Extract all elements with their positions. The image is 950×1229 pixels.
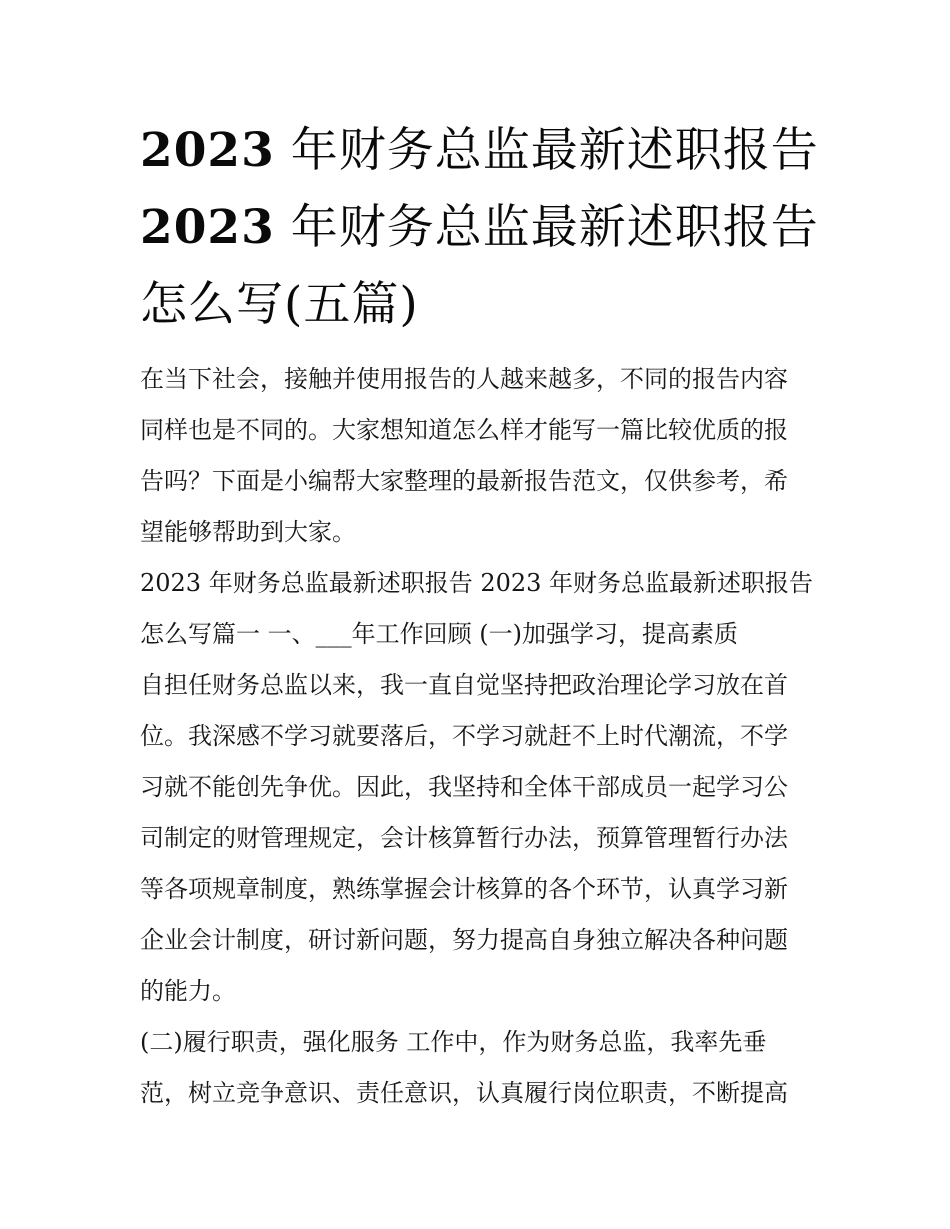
title-year-1: 2023 [140, 123, 275, 178]
title-year-2: 2023 [140, 200, 275, 255]
section-line: 2023 年财务总监最新述职报告 2023 年财务总监最新述职报告 [140, 569, 814, 597]
title-line-3: 怎么写(五篇) [140, 277, 419, 332]
intro-line: 同样也是不同的。大家想知道怎么样才能写一篇比较优质的报 [140, 416, 788, 444]
section-line: 习就不能创先争优。因此，我坚持和全体干部成员一起学习公 [140, 773, 788, 801]
section-line: 司制定的财管理规定，会计核算暂行办法，预算管理暂行办法 [140, 824, 788, 852]
section-line: 企业会计制度，研讨新问题，努力提高自身独立解决各种问题 [140, 926, 788, 954]
intro-line: 在当下社会，接触并使用报告的人越来越多，不同的报告内容 [140, 365, 788, 393]
section-line: 等各项规章制度，熟练掌握会计核算的各个环节，认真学习新 [140, 875, 788, 903]
section-line: 的能力。 [140, 977, 236, 1005]
title-line-2 [140, 189, 820, 266]
document-title [140, 112, 820, 343]
section-line: 位。我深感不学习就要落后，不学习就赶不上时代潮流，不学 [140, 722, 788, 750]
section-line: 自担任财务总监以来，我一直自觉坚持把政治理论学习放在首 [140, 671, 788, 699]
section-line: 范，树立竞争意识、责任意识，认真履行岗位职责，不断提高 [140, 1079, 788, 1107]
intro-line: 望能够帮助到大家。 [140, 518, 356, 546]
title-text-1: 年财务总监最新述职报告 [290, 123, 819, 178]
section-line: (二)履行职责，强化服务 工作中，作为财务总监，我率先垂 [140, 1028, 767, 1056]
title-line-1 [140, 112, 820, 189]
title-text-2: 年财务总监最新述职报告 [290, 200, 819, 255]
document-body [140, 354, 820, 1119]
section-paragraph [140, 558, 820, 1119]
intro-paragraph [140, 354, 820, 558]
intro-line: 告吗？下面是小编帮大家整理的最新报告范文，仅供参考，希 [140, 467, 788, 495]
section-line: 怎么写篇一 一、___年工作回顾 (一)加强学习，提高素质 [140, 620, 738, 648]
